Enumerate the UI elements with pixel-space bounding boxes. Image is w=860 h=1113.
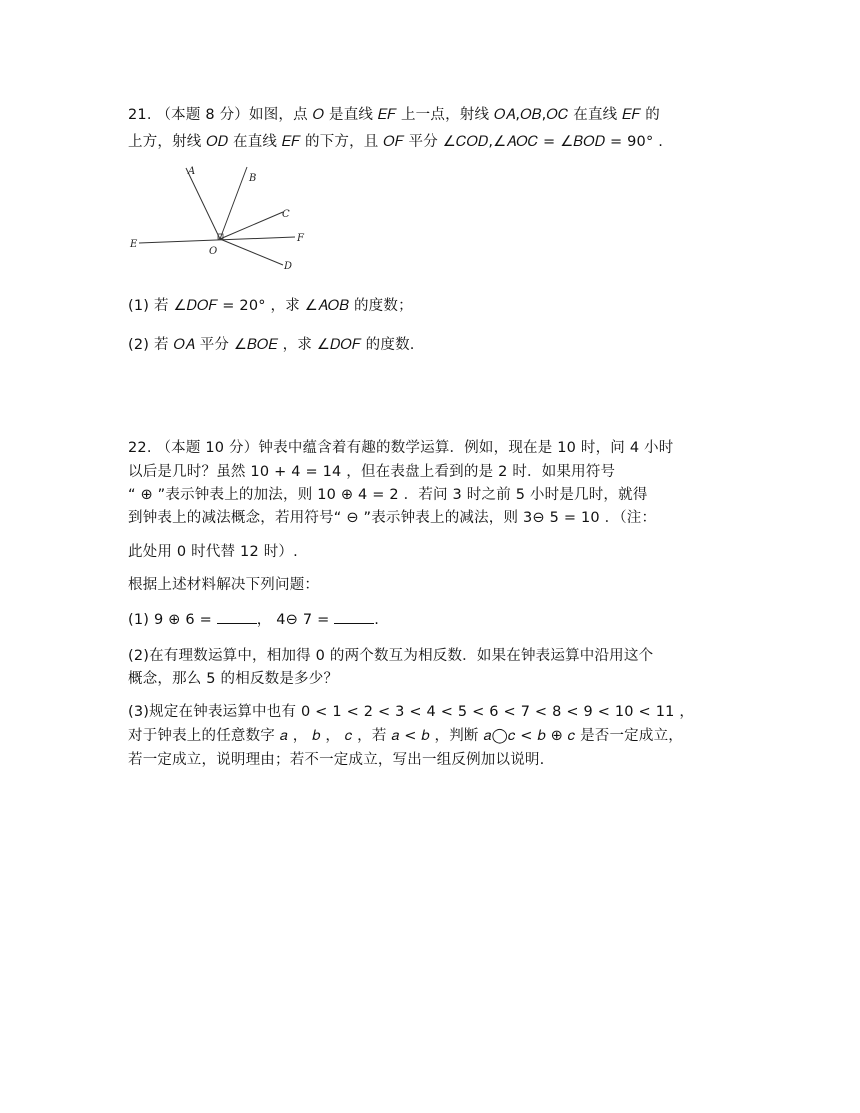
ray-oc — [220, 212, 283, 239]
q22-sub-3-line-1: (3)规定在钟表运算中也有 0 < 1 < 2 < 3 < 4 < 5 < 6 < 7 < 8 < 9 < 10 < 11 ， — [128, 704, 695, 720]
q21-line-1: 21. （本题 8 分）如图，点 𝑂 是直线 𝐸𝐹 上一点，射线 𝑂𝐴,𝑂𝐵,𝑂𝐶 在直线 𝐸𝐹 的 — [128, 107, 660, 123]
angle-figure — [125, 162, 325, 282]
label-o: O — [209, 246, 218, 257]
q22-sub-2-line-1: (2)在有理数运算中，相加得 0 的两个数互为相反数．如果在钟表运算中沿用这个 — [128, 648, 654, 664]
q22-sub-1 — [128, 608, 379, 629]
label-f: F — [297, 233, 304, 244]
q22-sub-1-part-a: (1) 9 ⊕ 6 = — [128, 612, 217, 628]
q22-line-5: 此处用 0 时代替 12 时）. — [128, 544, 298, 560]
q22-line-6: 根据上述材料解决下列问题： — [128, 577, 320, 593]
q21-line-2: 上方，射线 𝑂𝐷 在直线 𝐸𝐹 的下方，且 𝑂𝐹 平分 ∠𝐶𝑂𝐷,∠𝐴𝑂𝐶 = ∠𝐵𝑂𝐷 = 90° . — [128, 134, 664, 150]
q22-sub-1-part-c: . — [374, 612, 380, 628]
q22-sub-3-line-3: 若一定成立，说明理由；若不一定成立，写出一组反例加以说明. — [128, 752, 545, 768]
q22-line-3: “ ⊕ ”表示钟表上的加法，则 10 ⊕ 4 = 2 ．若问 3 时之前 5 小时是几时，就得 — [128, 487, 648, 503]
q21-sub-2: (2) 若 𝑂𝐴 平分 ∠𝐵𝑂𝐸 ，求 ∠𝐷𝑂𝐹 的度数. — [128, 337, 415, 353]
line-ef — [139, 237, 295, 243]
ray-oa — [186, 168, 220, 239]
answer-blank-1[interactable] — [217, 611, 257, 624]
label-a: A — [188, 166, 196, 177]
q22-sub-1-part-b: ， 4⊖ 7 = — [256, 612, 335, 628]
q22-line-4: 到钟表上的减法概念，若用符号“ ⊖ ”表示钟表上的减法，则 3⊖ 5 = 10 ．（注： — [128, 510, 657, 526]
label-b: B — [249, 173, 257, 184]
ray-ob — [220, 167, 247, 239]
label-d: D — [284, 261, 293, 272]
q22-line-1: 22. （本题 10 分）钟表中蕴含着有趣的数学运算．例如，现在是 10 时，问 4 小时 — [128, 440, 674, 456]
q22-line-2: 以后是几时？虽然 10 + 4 = 14 ，但在表盘上看到的是 2 时．如果用符号 — [128, 464, 616, 480]
label-c: C — [282, 209, 290, 220]
q22-sub-2-line-2: 概念，那么 5 的相反数是多少？ — [128, 671, 339, 687]
answer-blank-2[interactable] — [334, 611, 374, 624]
q22-sub-3-line-2: 对于钟表上的任意数字 𝑎 ， 𝑏 ， 𝑐 ，若 𝑎 < 𝑏 ，判断 𝑎◯𝑐 < 𝑏 ⊕ 𝑐 是否一定成立， — [128, 728, 683, 744]
q21-sub-1: (1) 若 ∠𝐷𝑂𝐹 = 20° ，求 ∠𝐴𝑂𝐵 的度数； — [128, 298, 413, 314]
label-e: E — [130, 239, 138, 250]
ray-od — [220, 239, 283, 265]
